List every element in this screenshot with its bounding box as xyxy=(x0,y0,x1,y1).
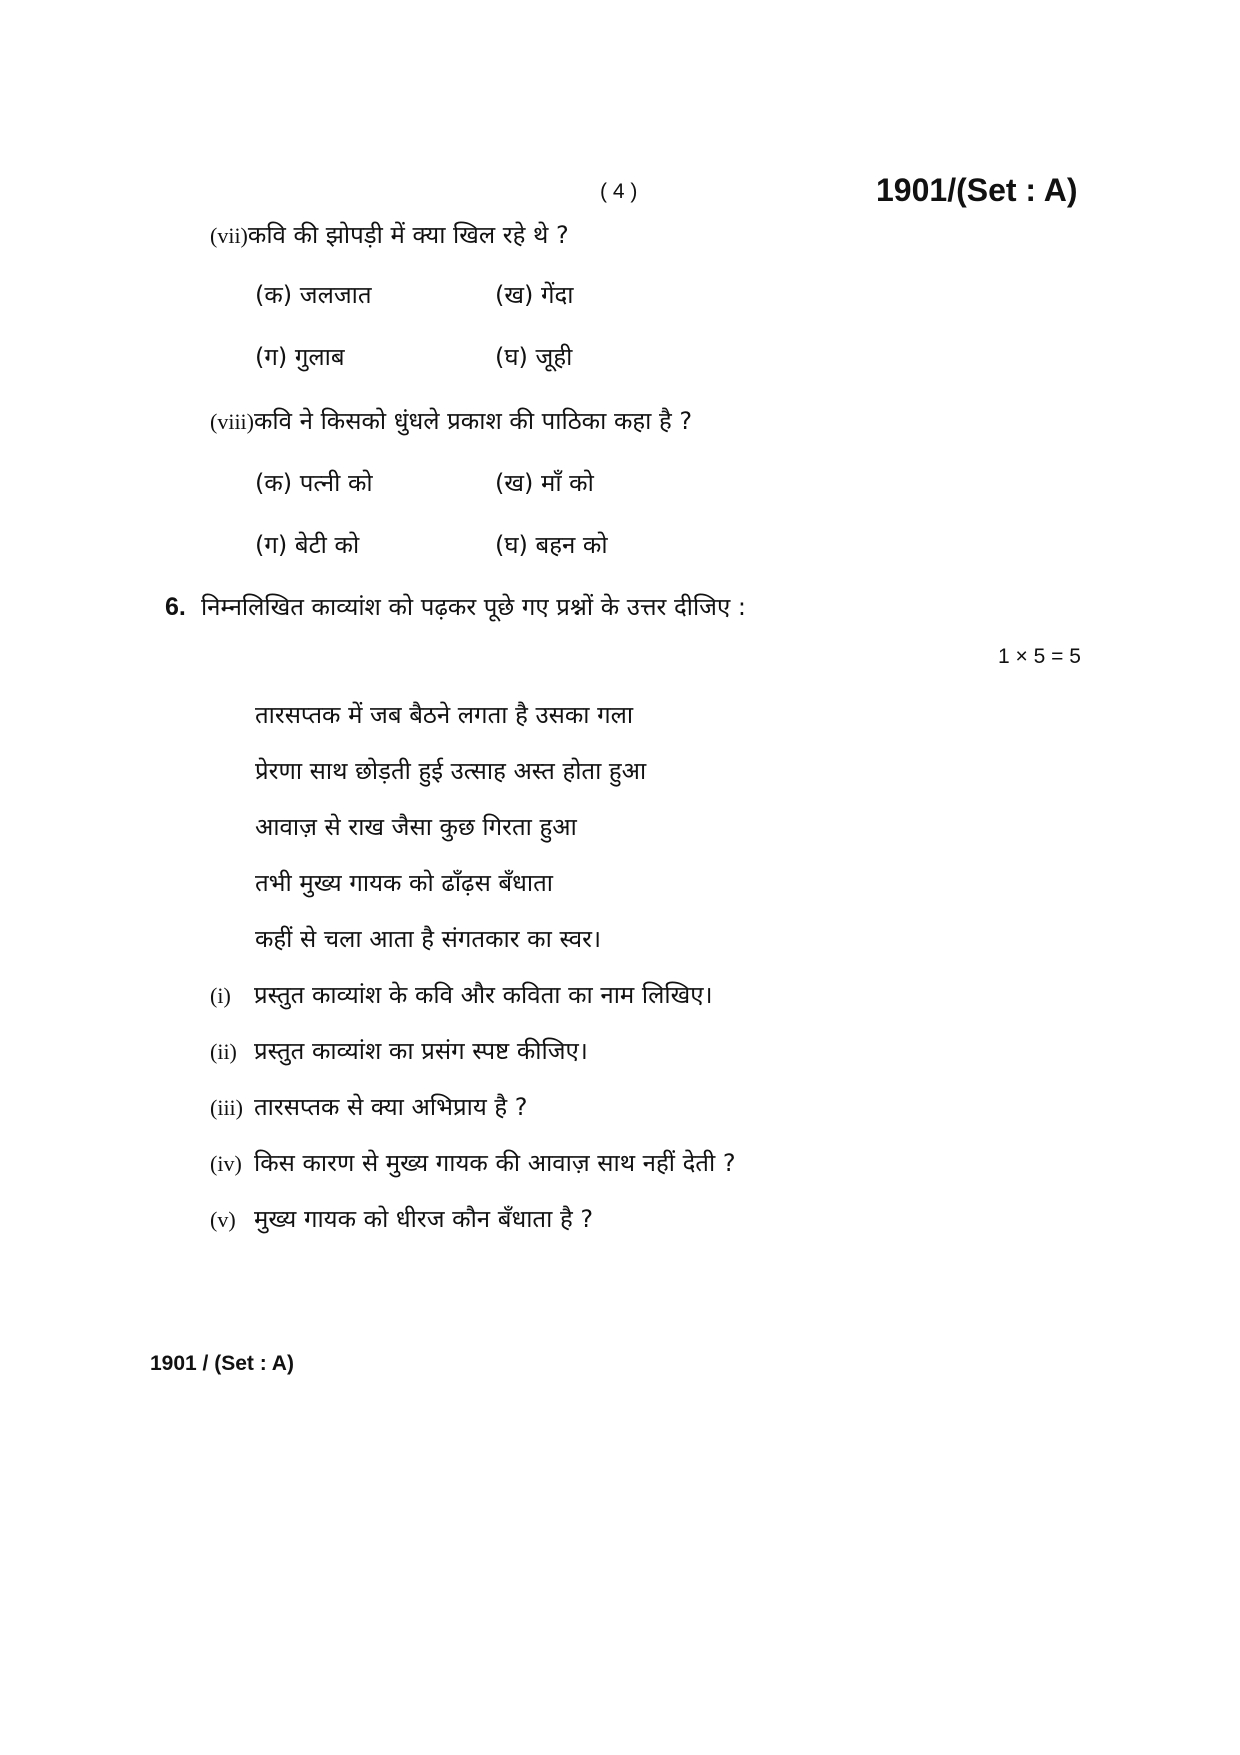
page-number: ( 4 ) xyxy=(600,180,638,203)
option-ka: (क) पत्नी को xyxy=(255,469,373,497)
question-vii xyxy=(210,218,569,251)
subquestion-number: (i) xyxy=(210,983,231,1008)
option-gha: (घ) बहन को xyxy=(495,531,608,559)
option-ga: (ग) गुलाब xyxy=(255,343,345,371)
poem-line: तारसप्तक में जब बैठने लगता है उसका गला xyxy=(255,701,634,729)
question-number: (vii) xyxy=(210,223,248,248)
subquestion-number: (v) xyxy=(210,1207,236,1232)
subquestion-number: (ii) xyxy=(210,1039,237,1064)
poem-line: आवाज़ से राख जैसा कुछ गिरता हुआ xyxy=(255,813,577,841)
subquestion-number: (iv) xyxy=(210,1151,242,1176)
question-text: कवि की झोपड़ी में क्या खिल रहे थे ? xyxy=(247,221,569,249)
subquestion-iv xyxy=(210,1146,736,1179)
marks-allocation: 1 × 5 = 5 xyxy=(998,645,1081,668)
subquestion-i xyxy=(210,978,713,1011)
subquestion-ii xyxy=(210,1034,588,1067)
option-ka: (क) जलजात xyxy=(255,281,372,309)
subquestion-text: मुख्य गायक को धीरज कौन बँधाता है ? xyxy=(254,1205,594,1233)
subquestion-number: (iii) xyxy=(210,1095,243,1120)
option-gha: (घ) जूही xyxy=(495,343,573,371)
subquestion-iii xyxy=(210,1090,527,1123)
option-kha: (ख) गेंदा xyxy=(495,281,574,309)
question-number: (viii) xyxy=(210,409,254,434)
set-code-header: 1901/(Set : A) xyxy=(876,172,1078,208)
poem-line: कहीं से चला आता है संगतकार का स्वर। xyxy=(255,925,602,953)
question-viii xyxy=(210,404,692,437)
question-instruction: निम्नलिखित काव्यांश को पढ़कर पूछे गए प्रश्नों के उत्तर दीजिए : xyxy=(200,593,746,621)
question-number: 6. xyxy=(165,593,186,621)
subquestion-text: किस कारण से मुख्य गायक की आवाज़ साथ नहीं देती ? xyxy=(254,1149,736,1177)
option-kha: (ख) माँ को xyxy=(495,469,594,497)
question-6 xyxy=(165,590,746,623)
subquestion-text: तारसप्तक से क्या अभिप्राय है ? xyxy=(254,1093,528,1121)
option-ga: (ग) बेटी को xyxy=(255,531,360,559)
subquestion-text: प्रस्तुत काव्यांश का प्रसंग स्पष्ट कीजिए। xyxy=(254,1037,588,1065)
subquestion-v xyxy=(210,1202,593,1235)
poem-line: प्रेरणा साथ छोड़ती हुई उत्साह अस्त होता हुआ xyxy=(255,757,647,785)
poem-line: तभी मुख्य गायक को ढाँढ़स बँधाता xyxy=(255,869,553,897)
set-code-footer: 1901 / (Set : A) xyxy=(150,1352,294,1375)
subquestion-text: प्रस्तुत काव्यांश के कवि और कविता का नाम लिखिए। xyxy=(254,981,713,1009)
question-text: कवि ने किसको धुंधले प्रकाश की पाठिका कहा है ? xyxy=(254,407,693,435)
